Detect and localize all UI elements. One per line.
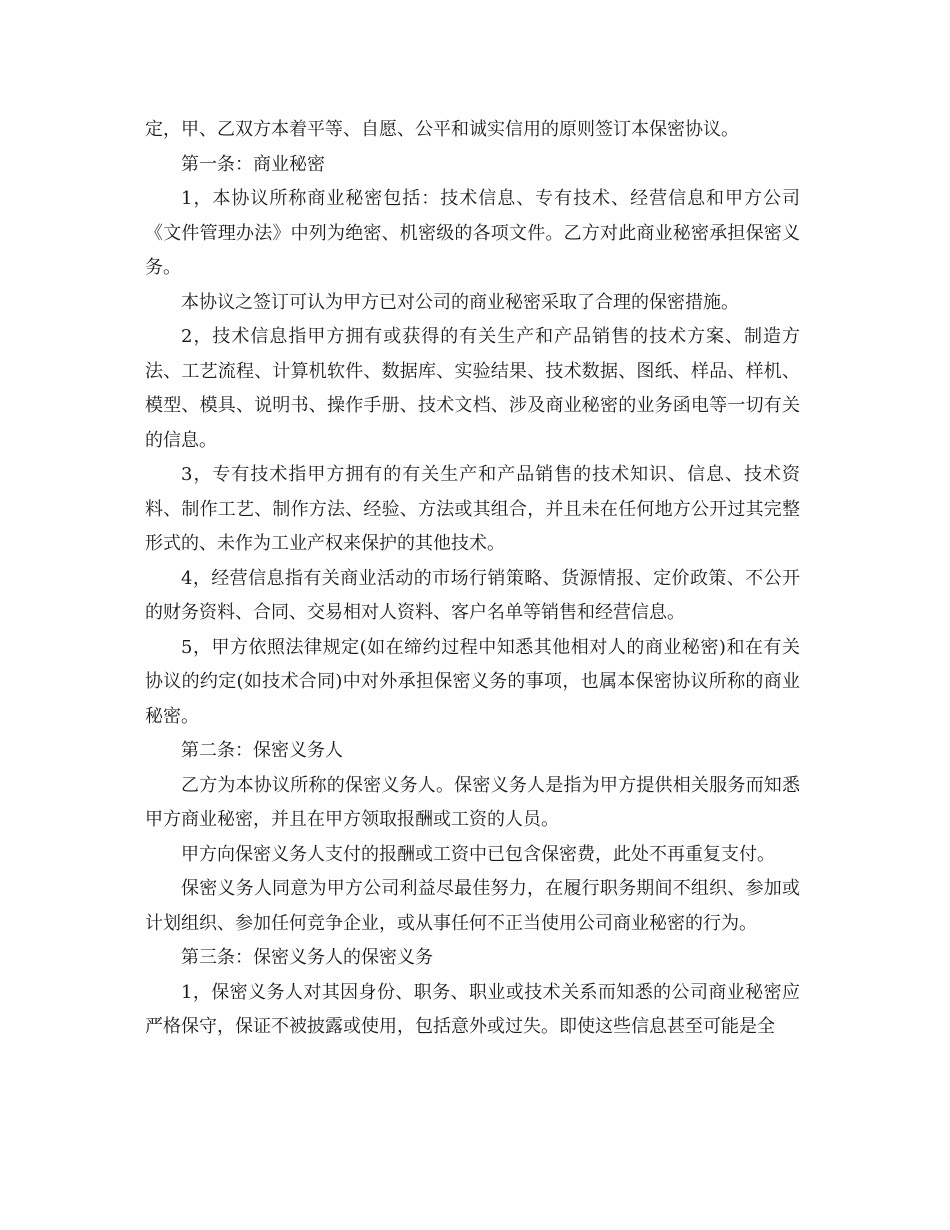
paragraph: 1，保密义务人对其因身份、职务、职业或技术关系而知悉的公司商业秘密应严格保守，保证不被披露或使用，包括意外或过失。即使这些信息甚至可能是全: [145, 981, 800, 1037]
paragraph: 2，技术信息指甲方拥有或获得的有关生产和产品销售的技术方案、制造方法、工艺流程、计算机软件、数据库、实验结果、技术数据、图纸、样品、样机、模型、模具、说明书、操作手册、技术文档、涉及商业秘密的业务函电等一切有关的信息。: [145, 326, 800, 451]
paragraph: 3，专有技术指甲方拥有的有关生产和产品销售的技术知识、信息、技术资料、制作工艺、制作方法、经验、方法或其组合，并且未在任何地方公开过其完整形式的、未作为工业产权来保护的其他技术。: [145, 464, 800, 554]
paragraph: 本协议之签订可认为甲方已对公司的商业秘密采取了合理的保密措施。: [181, 291, 739, 313]
document-body: [145, 113, 800, 1045]
paragraph: 1，本协议所称商业秘密包括：技术信息、专有技术、经营信息和甲方公司《文件管理办法》中列为绝密、机密级的各项文件。乙方对此商业秘密承担保密义务。: [145, 188, 800, 278]
section-heading-article-1: 第一条：商业秘密: [181, 153, 325, 175]
section-heading-article-2: 第二条：保密义务人: [181, 740, 343, 761]
paragraph: 乙方为本协议所称的保密义务人。保密义务人是指为甲方提供相关服务而知悉甲方商业秘密，并且在甲方领取报酬或工资的人员。: [145, 774, 800, 830]
paragraph: 4，经营信息指有关商业活动的市场行销策略、货源情报、定价政策、不公开的财务资料、合同、交易相对人资料、客户名单等销售和经营信息。: [145, 567, 800, 623]
paragraph: 定，甲、乙双方本着平等、自愿、公平和诚实信用的原则签订本保密协议。: [145, 119, 739, 140]
paragraph: 5，甲方依照法律规定(如在缔约过程中知悉其他相对人的商业秘密)和在有关协议的约定(如技术合同)中对外承担保密义务的事项，也属本保密协议所称的商业秘密。: [145, 636, 800, 727]
section-heading-article-3: 第三条：保密义务人的保密义务: [181, 947, 433, 968]
paragraph: 保密义务人同意为甲方公司利益尽最佳努力，在履行职务期间不组织、参加或计划组织、参加任何竞争企业，或从事任何不正当使用公司商业秘密的行为。: [145, 878, 800, 934]
paragraph: 甲方向保密义务人支付的报酬或工资中已包含保密费，此处不再重复支付。: [181, 843, 775, 865]
